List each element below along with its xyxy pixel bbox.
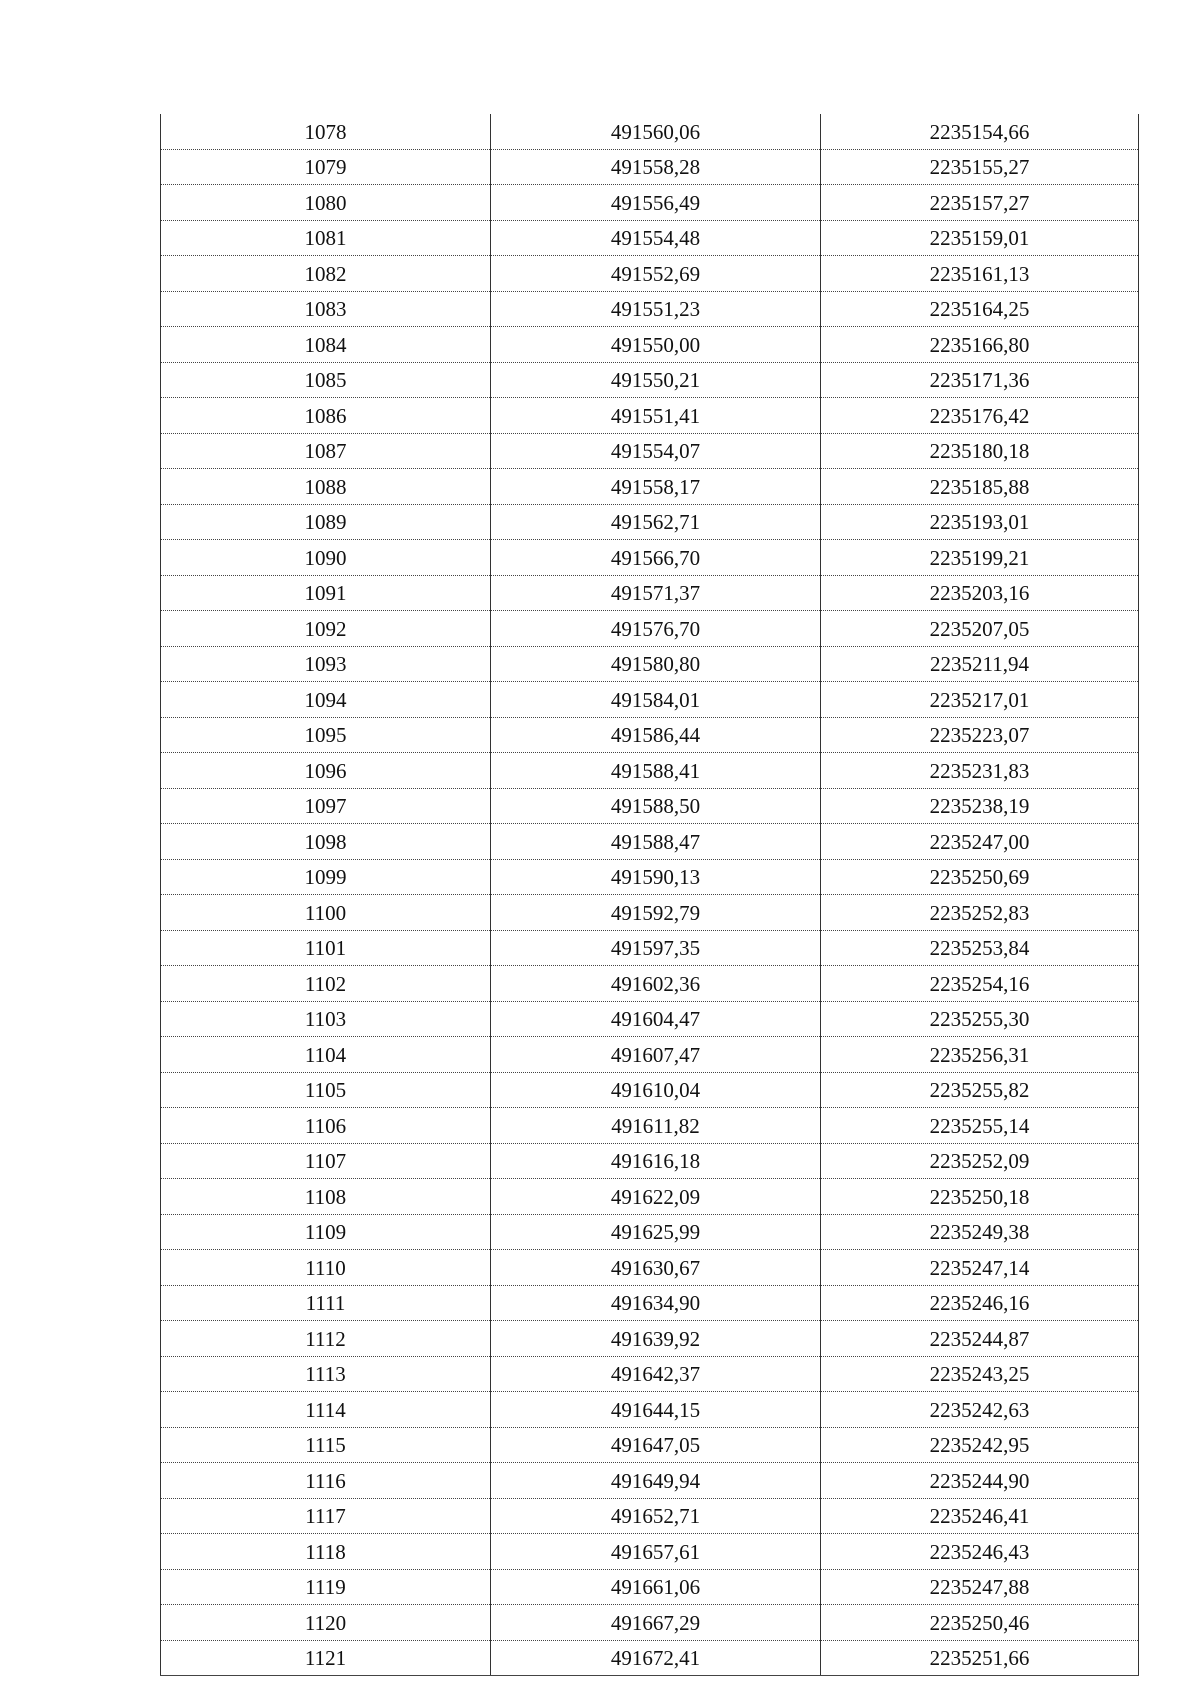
x-coordinate-cell: 491584,01 bbox=[491, 682, 821, 718]
y-coordinate-cell: 2235193,01 bbox=[821, 504, 1139, 540]
table-row bbox=[161, 398, 1139, 434]
point-number-cell: 1080 bbox=[161, 185, 491, 221]
point-number-cell: 1087 bbox=[161, 433, 491, 469]
y-coordinate-cell: 2235207,05 bbox=[821, 611, 1139, 647]
x-coordinate-cell: 491602,36 bbox=[491, 966, 821, 1002]
table-row bbox=[161, 930, 1139, 966]
table-row bbox=[161, 1214, 1139, 1250]
y-coordinate-cell: 2235185,88 bbox=[821, 469, 1139, 505]
table-row bbox=[161, 433, 1139, 469]
point-number-cell: 1109 bbox=[161, 1214, 491, 1250]
point-number-cell: 1100 bbox=[161, 895, 491, 931]
y-coordinate-cell: 2235231,83 bbox=[821, 753, 1139, 789]
coordinates-table-body bbox=[161, 114, 1139, 1676]
x-coordinate-cell: 491560,06 bbox=[491, 114, 821, 149]
table-row bbox=[161, 1427, 1139, 1463]
table-row bbox=[161, 1356, 1139, 1392]
point-number-cell: 1107 bbox=[161, 1143, 491, 1179]
y-coordinate-cell: 2235252,83 bbox=[821, 895, 1139, 931]
x-coordinate-cell: 491639,92 bbox=[491, 1321, 821, 1357]
x-coordinate-cell: 491607,47 bbox=[491, 1037, 821, 1073]
point-number-cell: 1092 bbox=[161, 611, 491, 647]
table-row bbox=[161, 682, 1139, 718]
y-coordinate-cell: 2235242,95 bbox=[821, 1427, 1139, 1463]
table-row bbox=[161, 185, 1139, 221]
point-number-cell: 1085 bbox=[161, 362, 491, 398]
table-row bbox=[161, 327, 1139, 363]
table-row bbox=[161, 788, 1139, 824]
point-number-cell: 1086 bbox=[161, 398, 491, 434]
x-coordinate-cell: 491558,28 bbox=[491, 149, 821, 185]
x-coordinate-cell: 491649,94 bbox=[491, 1463, 821, 1499]
x-coordinate-cell: 491616,18 bbox=[491, 1143, 821, 1179]
x-coordinate-cell: 491554,07 bbox=[491, 433, 821, 469]
x-coordinate-cell: 491661,06 bbox=[491, 1569, 821, 1605]
table-row bbox=[161, 1179, 1139, 1215]
point-number-cell: 1082 bbox=[161, 256, 491, 292]
table-row bbox=[161, 646, 1139, 682]
y-coordinate-cell: 2235251,66 bbox=[821, 1640, 1139, 1676]
y-coordinate-cell: 2235223,07 bbox=[821, 717, 1139, 753]
point-number-cell: 1105 bbox=[161, 1072, 491, 1108]
point-number-cell: 1101 bbox=[161, 930, 491, 966]
point-number-cell: 1083 bbox=[161, 291, 491, 327]
table-row bbox=[161, 1001, 1139, 1037]
y-coordinate-cell: 2235252,09 bbox=[821, 1143, 1139, 1179]
table-row bbox=[161, 469, 1139, 505]
table-row bbox=[161, 753, 1139, 789]
y-coordinate-cell: 2235203,16 bbox=[821, 575, 1139, 611]
table-row bbox=[161, 1498, 1139, 1534]
coordinates-table bbox=[160, 114, 1139, 1676]
x-coordinate-cell: 491551,41 bbox=[491, 398, 821, 434]
x-coordinate-cell: 491622,09 bbox=[491, 1179, 821, 1215]
x-coordinate-cell: 491576,70 bbox=[491, 611, 821, 647]
x-coordinate-cell: 491590,13 bbox=[491, 859, 821, 895]
point-number-cell: 1095 bbox=[161, 717, 491, 753]
y-coordinate-cell: 2235246,16 bbox=[821, 1285, 1139, 1321]
x-coordinate-cell: 491554,48 bbox=[491, 220, 821, 256]
x-coordinate-cell: 491580,80 bbox=[491, 646, 821, 682]
point-number-cell: 1098 bbox=[161, 824, 491, 860]
x-coordinate-cell: 491552,69 bbox=[491, 256, 821, 292]
y-coordinate-cell: 2235249,38 bbox=[821, 1214, 1139, 1250]
point-number-cell: 1088 bbox=[161, 469, 491, 505]
x-coordinate-cell: 491642,37 bbox=[491, 1356, 821, 1392]
point-number-cell: 1106 bbox=[161, 1108, 491, 1144]
x-coordinate-cell: 491611,82 bbox=[491, 1108, 821, 1144]
x-coordinate-cell: 491644,15 bbox=[491, 1392, 821, 1428]
x-coordinate-cell: 491556,49 bbox=[491, 185, 821, 221]
x-coordinate-cell: 491558,17 bbox=[491, 469, 821, 505]
y-coordinate-cell: 2235238,19 bbox=[821, 788, 1139, 824]
x-coordinate-cell: 491588,41 bbox=[491, 753, 821, 789]
y-coordinate-cell: 2235254,16 bbox=[821, 966, 1139, 1002]
point-number-cell: 1089 bbox=[161, 504, 491, 540]
point-number-cell: 1078 bbox=[161, 114, 491, 149]
table-row bbox=[161, 1569, 1139, 1605]
point-number-cell: 1091 bbox=[161, 575, 491, 611]
x-coordinate-cell: 491672,41 bbox=[491, 1640, 821, 1676]
point-number-cell: 1116 bbox=[161, 1463, 491, 1499]
y-coordinate-cell: 2235255,82 bbox=[821, 1072, 1139, 1108]
point-number-cell: 1079 bbox=[161, 149, 491, 185]
table-row bbox=[161, 256, 1139, 292]
y-coordinate-cell: 2235161,13 bbox=[821, 256, 1139, 292]
point-number-cell: 1117 bbox=[161, 1498, 491, 1534]
y-coordinate-cell: 2235247,14 bbox=[821, 1250, 1139, 1286]
point-number-cell: 1104 bbox=[161, 1037, 491, 1073]
point-number-cell: 1120 bbox=[161, 1605, 491, 1641]
y-coordinate-cell: 2235155,27 bbox=[821, 149, 1139, 185]
point-number-cell: 1110 bbox=[161, 1250, 491, 1286]
y-coordinate-cell: 2235180,18 bbox=[821, 433, 1139, 469]
y-coordinate-cell: 2235255,14 bbox=[821, 1108, 1139, 1144]
point-number-cell: 1090 bbox=[161, 540, 491, 576]
x-coordinate-cell: 491597,35 bbox=[491, 930, 821, 966]
table-row bbox=[161, 1143, 1139, 1179]
table-row bbox=[161, 717, 1139, 753]
y-coordinate-cell: 2235250,69 bbox=[821, 859, 1139, 895]
table-row bbox=[161, 114, 1139, 149]
y-coordinate-cell: 2235176,42 bbox=[821, 398, 1139, 434]
x-coordinate-cell: 491550,21 bbox=[491, 362, 821, 398]
y-coordinate-cell: 2235199,21 bbox=[821, 540, 1139, 576]
x-coordinate-cell: 491586,44 bbox=[491, 717, 821, 753]
y-coordinate-cell: 2235253,84 bbox=[821, 930, 1139, 966]
table-row bbox=[161, 1072, 1139, 1108]
table-row bbox=[161, 220, 1139, 256]
point-number-cell: 1115 bbox=[161, 1427, 491, 1463]
y-coordinate-cell: 2235242,63 bbox=[821, 1392, 1139, 1428]
x-coordinate-cell: 491566,70 bbox=[491, 540, 821, 576]
point-number-cell: 1112 bbox=[161, 1321, 491, 1357]
table-row bbox=[161, 1037, 1139, 1073]
y-coordinate-cell: 2235244,87 bbox=[821, 1321, 1139, 1357]
table-row bbox=[161, 966, 1139, 1002]
y-coordinate-cell: 2235255,30 bbox=[821, 1001, 1139, 1037]
point-number-cell: 1102 bbox=[161, 966, 491, 1002]
point-number-cell: 1108 bbox=[161, 1179, 491, 1215]
x-coordinate-cell: 491562,71 bbox=[491, 504, 821, 540]
point-number-cell: 1121 bbox=[161, 1640, 491, 1676]
table-row bbox=[161, 895, 1139, 931]
y-coordinate-cell: 2235154,66 bbox=[821, 114, 1139, 149]
table-row bbox=[161, 1250, 1139, 1286]
y-coordinate-cell: 2235243,25 bbox=[821, 1356, 1139, 1392]
point-number-cell: 1119 bbox=[161, 1569, 491, 1605]
x-coordinate-cell: 491634,90 bbox=[491, 1285, 821, 1321]
y-coordinate-cell: 2235164,25 bbox=[821, 291, 1139, 327]
y-coordinate-cell: 2235247,00 bbox=[821, 824, 1139, 860]
point-number-cell: 1111 bbox=[161, 1285, 491, 1321]
y-coordinate-cell: 2235166,80 bbox=[821, 327, 1139, 363]
point-number-cell: 1118 bbox=[161, 1534, 491, 1570]
x-coordinate-cell: 491551,23 bbox=[491, 291, 821, 327]
x-coordinate-cell: 491550,00 bbox=[491, 327, 821, 363]
y-coordinate-cell: 2235246,41 bbox=[821, 1498, 1139, 1534]
y-coordinate-cell: 2235244,90 bbox=[821, 1463, 1139, 1499]
x-coordinate-cell: 491625,99 bbox=[491, 1214, 821, 1250]
y-coordinate-cell: 2235159,01 bbox=[821, 220, 1139, 256]
table-row bbox=[161, 1392, 1139, 1428]
y-coordinate-cell: 2235250,18 bbox=[821, 1179, 1139, 1215]
x-coordinate-cell: 491652,71 bbox=[491, 1498, 821, 1534]
table-row bbox=[161, 149, 1139, 185]
point-number-cell: 1096 bbox=[161, 753, 491, 789]
x-coordinate-cell: 491592,79 bbox=[491, 895, 821, 931]
x-coordinate-cell: 491604,47 bbox=[491, 1001, 821, 1037]
x-coordinate-cell: 491588,50 bbox=[491, 788, 821, 824]
x-coordinate-cell: 491630,67 bbox=[491, 1250, 821, 1286]
point-number-cell: 1097 bbox=[161, 788, 491, 824]
point-number-cell: 1093 bbox=[161, 646, 491, 682]
y-coordinate-cell: 2235157,27 bbox=[821, 185, 1139, 221]
point-number-cell: 1094 bbox=[161, 682, 491, 718]
x-coordinate-cell: 491610,04 bbox=[491, 1072, 821, 1108]
point-number-cell: 1084 bbox=[161, 327, 491, 363]
x-coordinate-cell: 491667,29 bbox=[491, 1605, 821, 1641]
table-row bbox=[161, 611, 1139, 647]
table-row bbox=[161, 1640, 1139, 1676]
point-number-cell: 1081 bbox=[161, 220, 491, 256]
y-coordinate-cell: 2235211,94 bbox=[821, 646, 1139, 682]
table-row bbox=[161, 859, 1139, 895]
table-row bbox=[161, 504, 1139, 540]
y-coordinate-cell: 2235246,43 bbox=[821, 1534, 1139, 1570]
table-row bbox=[161, 1321, 1139, 1357]
y-coordinate-cell: 2235256,31 bbox=[821, 1037, 1139, 1073]
y-coordinate-cell: 2235247,88 bbox=[821, 1569, 1139, 1605]
table-row bbox=[161, 575, 1139, 611]
table-row bbox=[161, 540, 1139, 576]
x-coordinate-cell: 491571,37 bbox=[491, 575, 821, 611]
point-number-cell: 1103 bbox=[161, 1001, 491, 1037]
x-coordinate-cell: 491657,61 bbox=[491, 1534, 821, 1570]
x-coordinate-cell: 491647,05 bbox=[491, 1427, 821, 1463]
table-row bbox=[161, 824, 1139, 860]
point-number-cell: 1113 bbox=[161, 1356, 491, 1392]
x-coordinate-cell: 491588,47 bbox=[491, 824, 821, 860]
y-coordinate-cell: 2235217,01 bbox=[821, 682, 1139, 718]
y-coordinate-cell: 2235250,46 bbox=[821, 1605, 1139, 1641]
table-row bbox=[161, 1108, 1139, 1144]
table-row bbox=[161, 1463, 1139, 1499]
point-number-cell: 1114 bbox=[161, 1392, 491, 1428]
table-row bbox=[161, 1534, 1139, 1570]
table-row bbox=[161, 1285, 1139, 1321]
table-row bbox=[161, 291, 1139, 327]
table-row bbox=[161, 1605, 1139, 1641]
table-row bbox=[161, 362, 1139, 398]
y-coordinate-cell: 2235171,36 bbox=[821, 362, 1139, 398]
point-number-cell: 1099 bbox=[161, 859, 491, 895]
